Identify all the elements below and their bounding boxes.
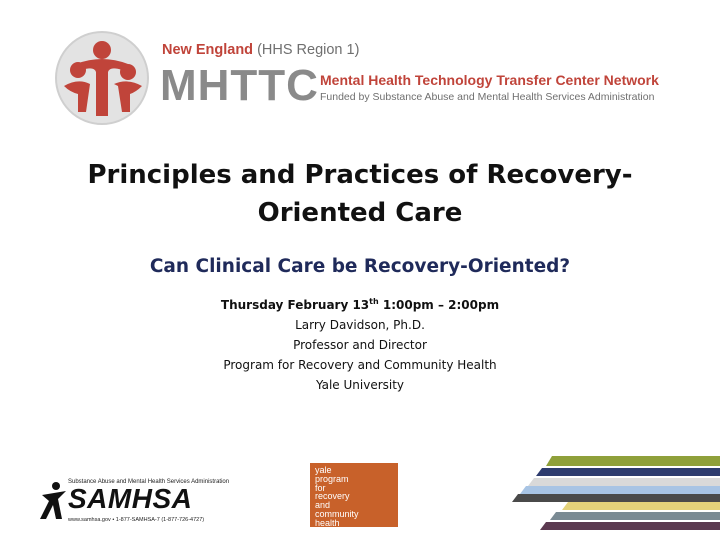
region-line	[162, 42, 359, 58]
yale-line: yale	[315, 465, 332, 475]
samhsa-contact: www.samhsa.gov • 1-877-SAMHSA-7 (1-877-726-4727)	[68, 517, 205, 523]
university-name: Yale University	[315, 378, 405, 392]
samhsa-logo	[40, 477, 230, 527]
region-name: New England	[162, 42, 254, 58]
slide-subtitle: Can Clinical Care be Recovery-Oriented?	[149, 256, 571, 277]
slide-title: Principles and Practices of Recovery-Oriented Care	[87, 160, 633, 228]
mhttc-acronym: MHTTC	[160, 61, 319, 110]
program-name: Program for Recovery and Community Health	[223, 358, 497, 372]
region-sub: (HHS Region 1)	[257, 42, 360, 58]
presenter-name: Larry Davidson, Ph.D.	[295, 318, 425, 332]
date-sup: th	[369, 297, 379, 306]
presenter-role: Professor and Director	[293, 338, 427, 352]
yale-line: community	[315, 508, 359, 519]
samhsa-tagline: Substance Abuse and Mental Health Services Administration	[68, 479, 230, 485]
yale-line: and	[315, 500, 331, 511]
date-suffix: 1:00pm – 2:00pm	[378, 298, 500, 312]
yale-program-logo	[310, 463, 398, 527]
yale-line: program	[315, 473, 349, 484]
samhsa-figure-icon	[40, 481, 68, 521]
decorative-stripes	[500, 456, 720, 540]
yale-line: health	[315, 517, 340, 528]
network-name: Mental Health Technology Transfer Center Network	[320, 72, 659, 88]
yale-line: for	[315, 482, 326, 493]
mhttc-logo	[52, 28, 672, 128]
yale-line: recovery	[315, 491, 350, 502]
samhsa-wordmark: SAMHSA	[68, 483, 193, 514]
date-prefix: Thursday February 13	[220, 298, 370, 312]
event-details	[60, 292, 660, 395]
event-date	[60, 292, 660, 315]
mhttc-figures-icon	[52, 28, 162, 128]
funded-by: Funded by Substance Abuse and Mental Health Services Administration	[320, 91, 655, 103]
